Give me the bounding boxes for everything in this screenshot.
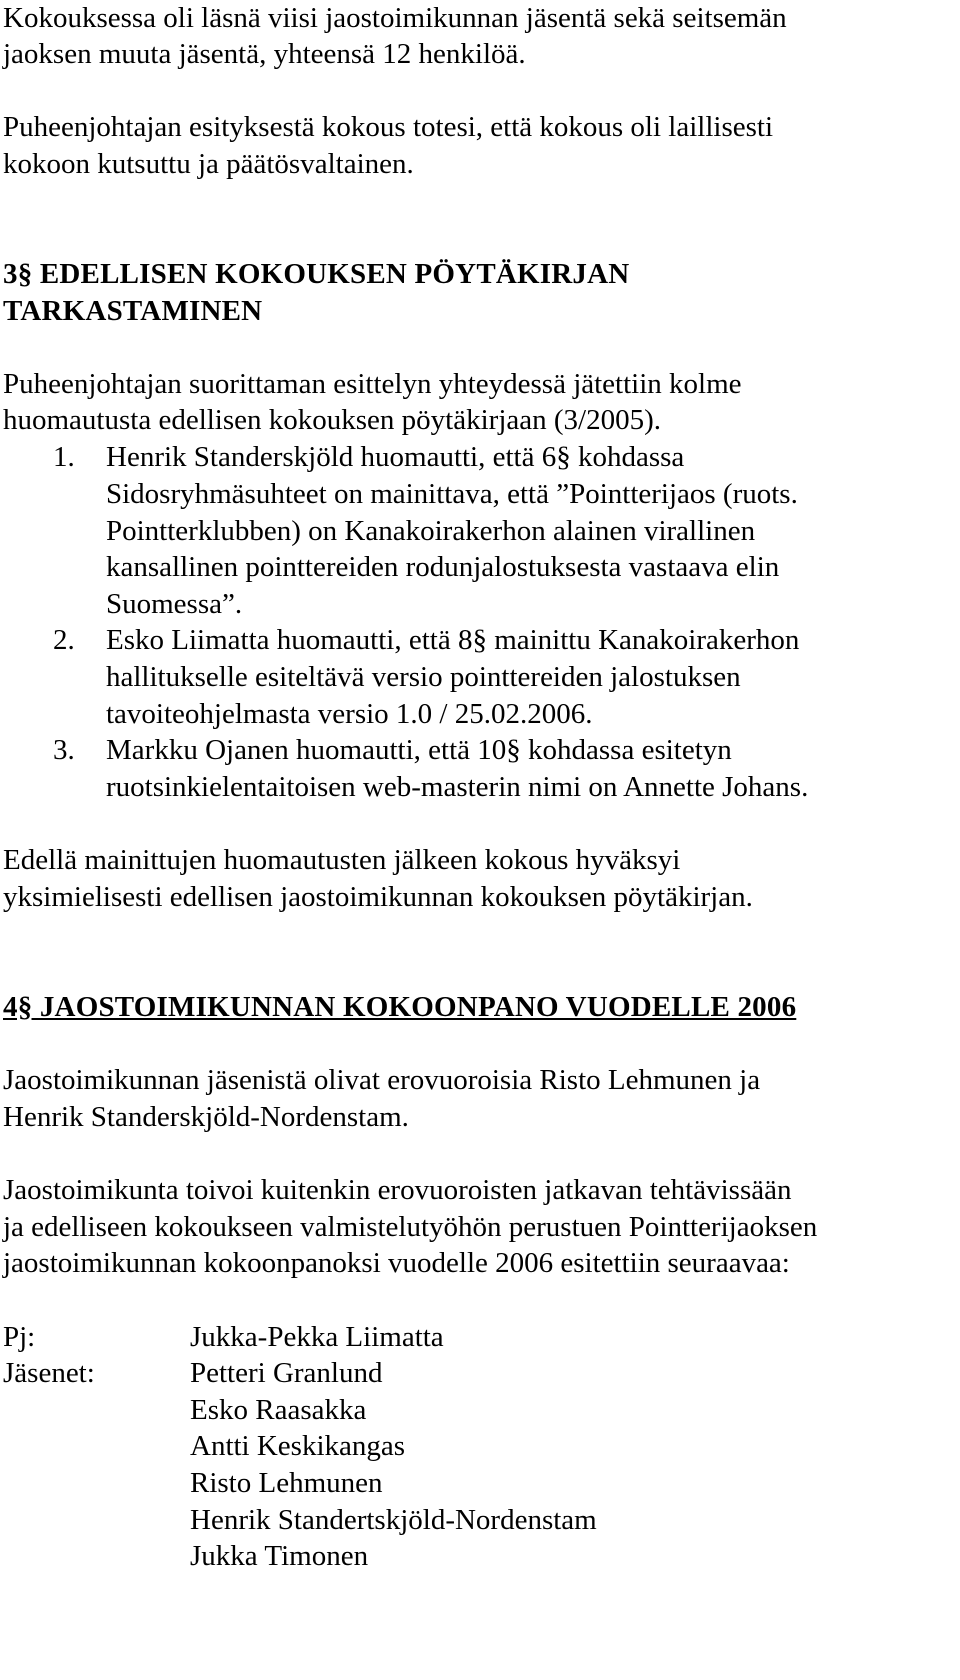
section-3-heading: 3§ EDELLISEN KOKOUKSEN PÖYTÄKIRJAN	[3, 258, 630, 290]
section-4-paragraph-line: jaostoimikunnan kokoonpanoksi vuodelle 2006 esitettiin seuraavaa:	[3, 1247, 790, 1279]
section-4-heading: 4§ JAOSTOIMIKUNNAN KOKOONPANO VUODELLE 2006	[3, 991, 797, 1023]
paragraph-line: Kokouksessa oli läsnä viisi jaostoimikunnan jäsentä sekä seitsemän	[3, 2, 787, 34]
section-3-heading: TARKASTAMINEN	[3, 295, 263, 327]
section-4-paragraph-line: Henrik Standerskjöld-Nordenstam.	[3, 1101, 409, 1133]
list-item-line: Suomessa”.	[106, 588, 243, 620]
section-3-intro-line: Puheenjohtajan suorittaman esittelyn yhteydessä jätettiin kolme	[3, 368, 742, 400]
list-item-number: 2.	[53, 624, 75, 656]
list-item-line: kansallinen pointtereiden rodunjalostuksesta vastaava elin	[106, 551, 780, 583]
list-item-line: Pointterklubben) on Kanakoirakerhon alainen virallinen	[106, 515, 756, 547]
section-3-intro-line: huomautusta edellisen kokouksen pöytäkirjaan (3/2005).	[3, 404, 661, 436]
list-item-number: 3.	[53, 734, 75, 766]
member-name: Risto Lehmunen	[190, 1467, 383, 1499]
list-item-line: Esko Liimatta huomautti, että 8§ mainittu Kanakoirakerhon	[106, 624, 800, 656]
section-3-conclusion-line: Edellä mainittujen huomautusten jälkeen kokous hyväksyi	[3, 844, 681, 876]
members-label: Jäsenet:	[3, 1357, 95, 1389]
member-name: Jukka Timonen	[190, 1540, 369, 1572]
list-item-line: hallitukselle esiteltävä versio pointtereiden jalostuksen	[106, 661, 741, 693]
member-name: Petteri Granlund	[190, 1357, 383, 1389]
list-item-line: ruotsinkielentaitoisen web-masterin nimi on Annette Johans.	[106, 771, 809, 803]
member-name: Henrik Standertskjöld-Nordenstam	[190, 1504, 597, 1536]
member-name: Antti Keskikangas	[190, 1430, 406, 1462]
list-item-line: Markku Ojanen huomautti, että 10§ kohdassa esitetyn	[106, 734, 732, 766]
paragraph-line: jaoksen muuta jäsentä, yhteensä 12 henkilöä.	[3, 38, 526, 70]
member-name: Esko Raasakka	[190, 1394, 367, 1426]
section-3-conclusion-line: yksimielisesti edellisen jaostoimikunnan kokouksen pöytäkirjan.	[3, 881, 753, 913]
section-4-paragraph-line: Jaostoimikunnan jäsenistä olivat erovuoroisia Risto Lehmunen ja	[3, 1064, 761, 1096]
paragraph-line: Puheenjohtajan esityksestä kokous totesi, että kokous oli laillisesti	[3, 111, 774, 143]
list-item-line: tavoiteohjelmasta versio 1.0 / 25.02.2006.	[106, 698, 593, 730]
section-4-paragraph-line: Jaostoimikunta toivoi kuitenkin erovuoroisten jatkavan tehtävissään	[3, 1174, 792, 1206]
list-item-number: 1.	[53, 441, 75, 473]
chair-name: Jukka-Pekka Liimatta	[190, 1321, 444, 1353]
section-4-paragraph-line: ja edelliseen kokoukseen valmistelutyöhön perustuen Pointterijaoksen	[3, 1211, 818, 1243]
paragraph-line: kokoon kutsuttu ja päätösvaltainen.	[3, 148, 414, 180]
list-item-line: Sidosryhmäsuhteet on mainittava, että ”Pointterijaos (ruots.	[106, 478, 798, 510]
chair-label: Pj:	[3, 1321, 36, 1353]
list-item-line: Henrik Standerskjöld huomautti, että 6§ kohdassa	[106, 441, 685, 473]
